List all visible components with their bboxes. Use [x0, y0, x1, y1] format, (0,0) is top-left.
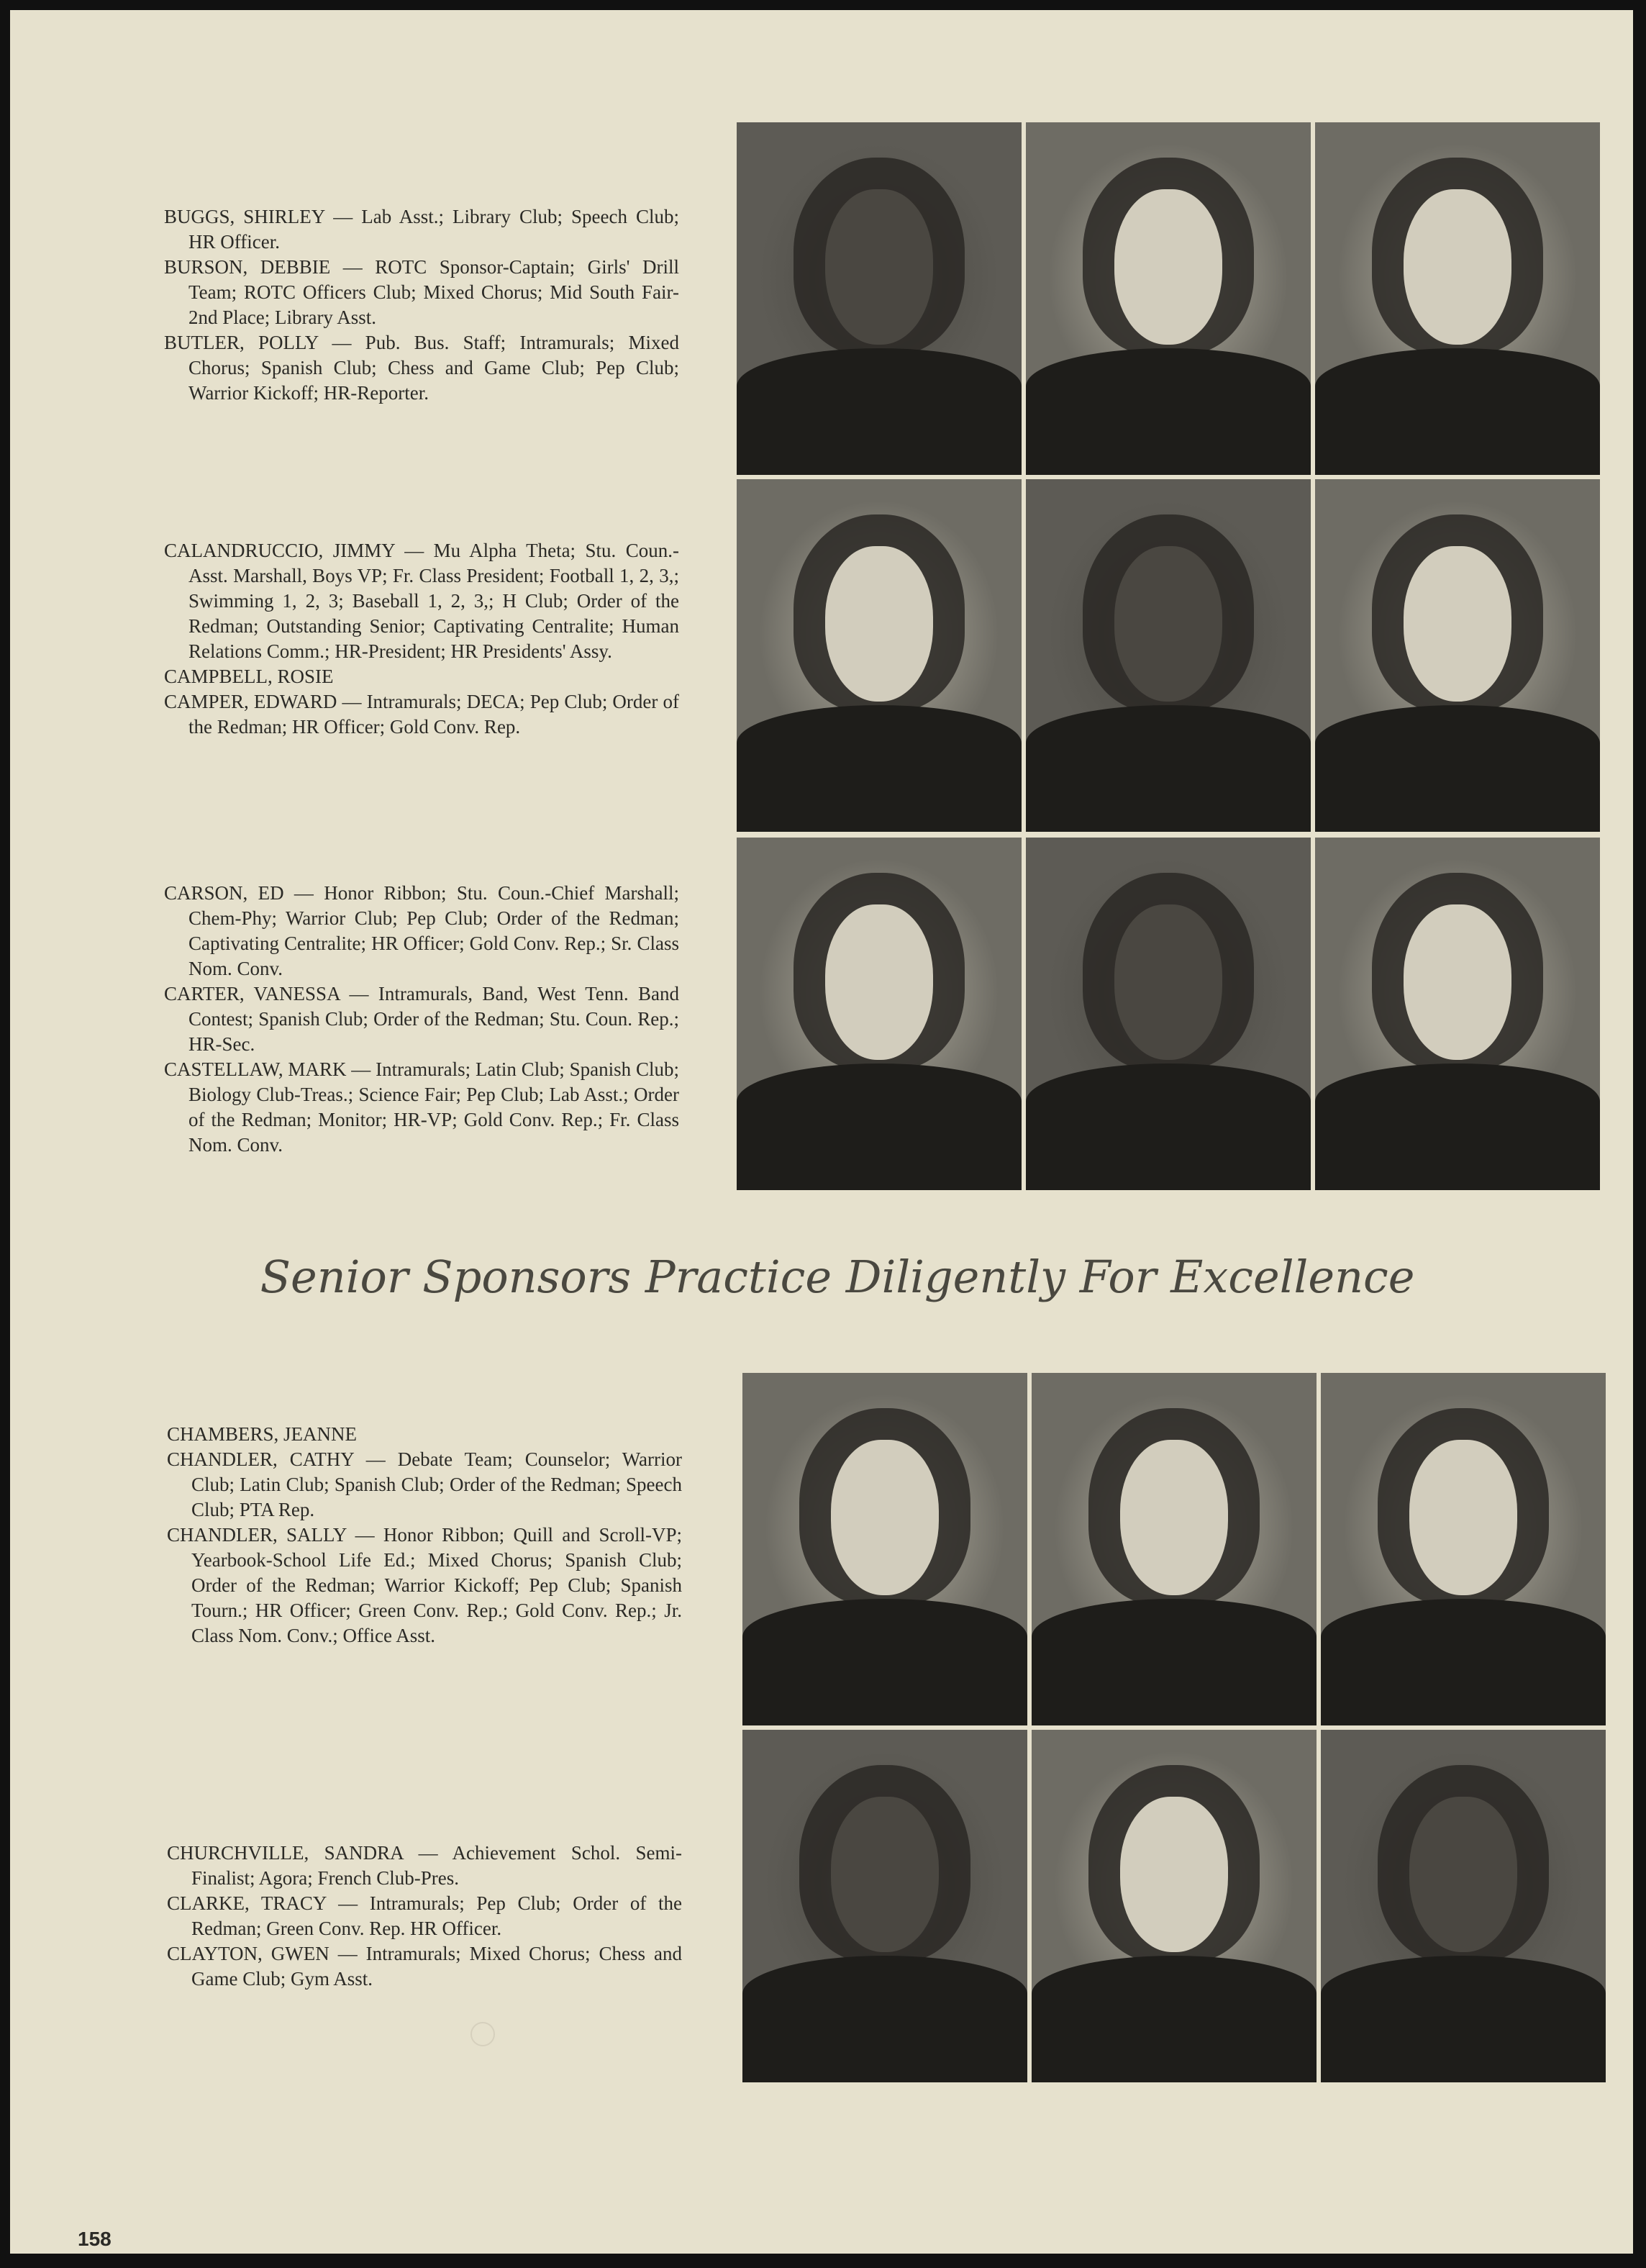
- bio-entry: CHURCHVILLE, SANDRA — Achievement Schol. Semi-Finalist; Agora; French Club-Pres.: [167, 1842, 682, 1889]
- yearbook-page: [10, 10, 1633, 2254]
- bio-entry: CLARKE, TRACY — Intramurals; Pep Club; Order of the Redman; Green Conv. Rep. HR Officer.: [167, 1892, 682, 1939]
- bio-block-2: [164, 538, 679, 740]
- portrait-photo: [737, 122, 1022, 475]
- bio-entry: CARSON, ED — Honor Ribbon; Stu. Coun.-Chief Marshall; Chem-Phy; Warrior Club; Pep Club; Order of the Redman; Captivating Centralite; HR Officer; Gold Conv. Rep.; Sr. Class Nom. Conv.: [164, 882, 679, 979]
- bio-block-3: [164, 881, 679, 1158]
- portrait-photo: [1032, 1373, 1317, 1725]
- portrait-photo: [1315, 838, 1600, 1190]
- bio-entry: BUGGS, SHIRLEY — Lab Asst.; Library Club; Speech Club; HR Officer.: [164, 206, 679, 253]
- bio-block-5: [167, 1841, 682, 1992]
- bio-entry: CALANDRUCCIO, JIMMY — Mu Alpha Theta; Stu. Coun.-Asst. Marshall, Boys VP; Fr. Class President; Football 1, 2, 3,; Swimming 1, 2, 3; Baseball 1, 2, 3,; H Club; Order of the Redman; Outstanding Senior; Captivating Centralite; Human Relations Comm.; HR-President; HR Presidents' Assy.: [164, 540, 679, 662]
- portrait-photo: [1321, 1730, 1606, 2082]
- bio-entry: CASTELLAW, MARK — Intramurals; Latin Club; Spanish Club; Biology Club-Treas.; Science Fair; Pep Club; Lab Asst.; Order of the Redman; Monitor; HR-VP; Gold Conv. Rep.; Fr. Class Nom. Conv.: [164, 1058, 679, 1156]
- bio-block-1: [164, 204, 679, 406]
- bio-entry: CHANDLER, SALLY — Honor Ribbon; Quill and Scroll-VP; Yearbook-School Life Ed.; Mixed Chorus; Spanish Club; Order of the Redman; Warrior Kickoff; Pep Club; Spanish Tourn.; HR Officer; Green Conv. Rep.; Gold Conv. Rep.; Jr. Class Nom. Conv.; Office Asst.: [167, 1524, 682, 1646]
- photo-row-1: [737, 122, 1600, 475]
- portrait-photo: [737, 479, 1022, 832]
- portrait-photo: [1026, 479, 1311, 832]
- portrait-photo: [1315, 479, 1600, 832]
- portrait-photo: [1032, 1730, 1317, 2082]
- portrait-photo: [737, 838, 1022, 1190]
- portrait-photo: [742, 1373, 1027, 1725]
- portrait-photo: [742, 1730, 1027, 2082]
- bio-entry: CAMPBELL, ROSIE: [164, 666, 334, 687]
- bio-entry: CHANDLER, CATHY — Debate Team; Counselor; Warrior Club; Latin Club; Spanish Club; Order of the Redman; Speech Club; PTA Rep.: [167, 1448, 682, 1520]
- portrait-photo: [1026, 122, 1311, 475]
- photo-row-2: [737, 479, 1600, 832]
- bio-entry: CAMPER, EDWARD — Intramurals; DECA; Pep Club; Order of the Redman; HR Officer; Gold Conv. Rep.: [164, 691, 679, 738]
- photo-row-5: [742, 1730, 1606, 2082]
- bio-entry: CLAYTON, GWEN — Intramurals; Mixed Chorus; Chess and Game Club; Gym Asst.: [167, 1943, 682, 1990]
- bio-entry: CARTER, VANESSA — Intramurals, Band, West Tenn. Band Contest; Spanish Club; Order of the Redman; Stu. Coun. Rep.; HR-Sec.: [164, 983, 679, 1055]
- faint-stamp-mark: [470, 2022, 495, 2046]
- bio-block-4: [167, 1422, 682, 1648]
- bio-entry: BURSON, DEBBIE — ROTC Sponsor-Captain; Girls' Drill Team; ROTC Officers Club; Mixed Chorus; Mid South Fair-2nd Place; Library Asst.: [164, 256, 679, 328]
- bio-entry: CHAMBERS, JEANNE: [167, 1423, 358, 1445]
- photo-row-3: [737, 838, 1600, 1190]
- portrait-photo: [1026, 838, 1311, 1190]
- photo-row-4: [742, 1373, 1606, 1725]
- page-number: 158: [78, 2228, 112, 2250]
- page-title: Senior Sponsors Practice Diligently For Excellence: [260, 1251, 1415, 1303]
- bio-entry: BUTLER, POLLY — Pub. Bus. Staff; Intramurals; Mixed Chorus; Spanish Club; Chess and Game Club; Pep Club; Warrior Kickoff; HR-Reporter.: [164, 332, 679, 404]
- portrait-photo: [1315, 122, 1600, 475]
- portrait-photo: [1321, 1373, 1606, 1725]
